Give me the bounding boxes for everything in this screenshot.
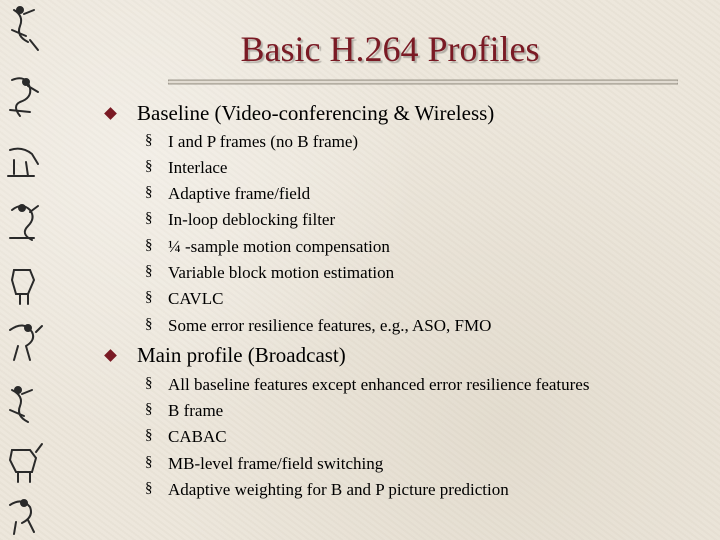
section-bullet-icon: § [145,158,153,174]
section-bullet-icon: § [145,375,153,391]
section-bullet-icon: § [145,401,153,417]
section-bullet-icon: § [145,132,153,148]
section-bullet-icon: § [145,454,153,470]
section-bullet-icon: § [145,263,153,279]
section-bullet-icon: § [145,184,153,200]
section-bullet-icon: § [145,237,153,253]
diamond-bullet-icon [104,349,117,362]
section-bullet-icon: § [145,210,153,226]
title-underline [168,79,678,85]
hieroglyph-border-icon [0,0,56,540]
slide-title: Basic H.264 Profiles [240,29,540,69]
section-bullet-icon: § [145,316,153,332]
section-bullet-icon: § [145,427,153,443]
section-bullet-icon: § [145,289,153,305]
diamond-bullet-icon [104,107,117,120]
section-bullet-icon: § [145,480,153,496]
